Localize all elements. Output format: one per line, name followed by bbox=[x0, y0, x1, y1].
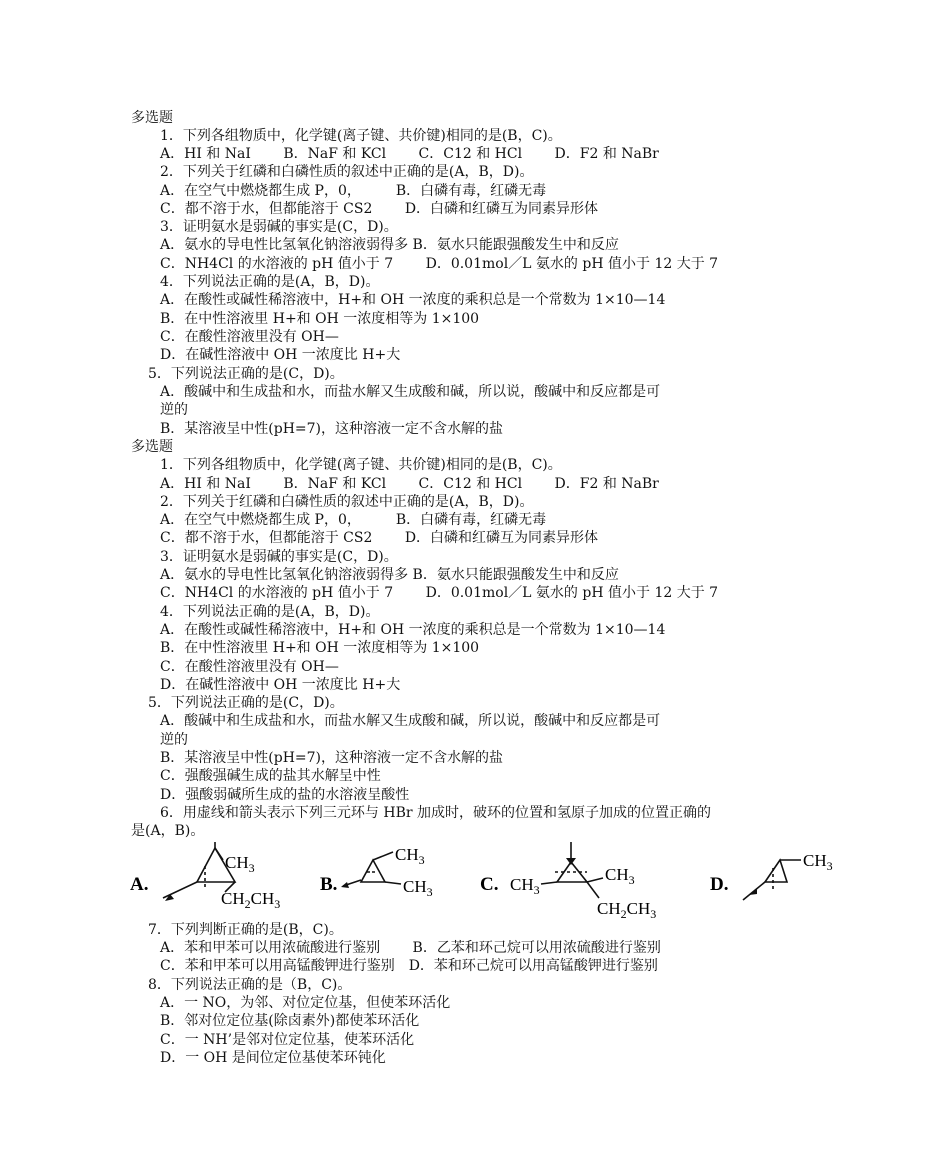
option-d-label: D. bbox=[710, 874, 729, 895]
question-4: 4．下列说法正确的是(A，B，D)。 bbox=[160, 274, 380, 290]
question-4-option-d: D．在碱性溶液中 OH 一浓度比 H+大 bbox=[160, 347, 401, 363]
question-2-options-cd: C．都不溶于水，但都能溶于 CS2 D．白磷和红磷互为同素异形体 bbox=[160, 201, 599, 217]
question-3-options-ab: A．氨水的导电性比氢氧化钠溶液弱得多 B．氨水只能跟强酸发生中和反应 bbox=[160, 237, 619, 253]
question-5-option-b: B．某溶液呈中性(pH=7)，这种溶液一定不含水解的盐 bbox=[160, 750, 504, 766]
section-heading: 多选题 bbox=[131, 110, 173, 126]
question-6: 6．用虚线和箭头表示下列三元环与 HBr 加成时，破环的位置和氢原子加成的位置正确的 bbox=[160, 805, 711, 821]
option-a-label: A. bbox=[130, 874, 149, 895]
cyclopropane-figure bbox=[125, 838, 845, 918]
question-5-option-c: C．强酸强碱生成的盐其水解呈中性 bbox=[160, 768, 381, 784]
question-1-options: A．HI 和 NaI B．NaF 和 KCl C．C12 和 HCl D．F2 和 NaBr bbox=[160, 476, 659, 492]
question-4-option-a: A．在酸性或碱性稀溶液中，H+和 OH 一浓度的乘积总是一个常数为 1×10—14 bbox=[160, 292, 666, 308]
question-1: 1．下列各组物质中，化学键(离子键、共价键)相同的是(B，C)。 bbox=[160, 457, 562, 473]
question-5-option-a: A．酸碱中和生成盐和水，而盐水解又生成酸和碱，所以说，酸碱中和反应都是可 bbox=[160, 384, 661, 400]
question-4-option-a: A．在酸性或碱性稀溶液中，H+和 OH 一浓度的乘积总是一个常数为 1×10—14 bbox=[160, 622, 666, 638]
option-b-label: B. bbox=[320, 874, 338, 895]
question-8-option-b: B．邻对位定位基(除卤素外)都使苯环活化 bbox=[160, 1013, 420, 1029]
a-ch3: $CH_3$ bbox=[225, 853, 255, 875]
question-5: 5．下列说法正确的是(C，D)。 bbox=[148, 695, 344, 711]
question-3-options-cd: C．NH4Cl 的水溶液的 pH 值小于 7 D．0.01mol／L 氨水的 pH 值小于 12 大于 7 bbox=[160, 256, 719, 272]
question-5-option-b: B．某溶液呈中性(pH=7)，这种溶液一定不含水解的盐 bbox=[160, 421, 504, 437]
question-5-option-a-cont: 逆的 bbox=[160, 402, 188, 418]
question-8-option-a: A．一 NO，为邻、对位定位基，但使苯环活化 bbox=[160, 995, 451, 1011]
question-4: 4．下列说法正确的是(A，B，D)。 bbox=[160, 604, 380, 620]
b-ch3-bottom: $CH_3$ bbox=[403, 877, 433, 899]
question-2-options-ab: A．在空气中燃烧都生成 P，0， B．白磷有毒，红磷无毒 bbox=[160, 183, 547, 199]
question-5-option-d: D．强酸弱碱所生成的盐的水溶液呈酸性 bbox=[160, 787, 410, 803]
c-ch3-right: $CH_3$ bbox=[605, 865, 635, 887]
question-3-options-ab: A．氨水的导电性比氢氧化钠溶液弱得多 B．氨水只能跟强酸发生中和反应 bbox=[160, 567, 619, 583]
arrow-c-icon bbox=[566, 858, 576, 865]
question-6-cont: 是(A，B)。 bbox=[131, 823, 205, 839]
question-4-option-c: C．在酸性溶液里没有 OH— bbox=[160, 329, 339, 345]
b-ch3-top: $CH_3$ bbox=[395, 845, 425, 867]
question-2-options-cd: C．都不溶于水，但都能溶于 CS2 D．白磷和红磷互为同素异形体 bbox=[160, 530, 599, 546]
question-2-options-ab: A．在空气中燃烧都生成 P，0， B．白磷有毒，红磷无毒 bbox=[160, 512, 547, 528]
question-1-options: A．HI 和 NaI B．NaF 和 KCl C．C12 和 HCl D．F2 和 NaBr bbox=[160, 146, 659, 162]
question-3: 3．证明氨水是弱碱的事实是(C，D)。 bbox=[160, 549, 398, 565]
question-2: 2．下列关于红磷和白磷性质的叙述中正确的是(A，B，D)。 bbox=[160, 164, 534, 180]
structure-c bbox=[541, 842, 603, 898]
structure-b bbox=[343, 852, 401, 886]
question-3: 3．证明氨水是弱碱的事实是(C，D)。 bbox=[160, 219, 398, 235]
question-7-options-cd: C．苯和甲苯可以用高锰酸钾进行鉴别 D．苯和环己烷可以用高锰酸钾进行鉴别 bbox=[160, 958, 658, 974]
question-7-options-ab: A．苯和甲苯可以用浓硫酸进行鉴别 B．乙苯和环己烷可以用浓硫酸进行鉴别 bbox=[160, 940, 661, 956]
question-4-option-d: D．在碱性溶液中 OH 一浓度比 H+大 bbox=[160, 677, 401, 693]
question-8-option-c: C．一 NH’是邻对位定位基，使苯环活化 bbox=[160, 1032, 415, 1048]
arrow-a-icon bbox=[165, 894, 174, 901]
question-5-option-a: A．酸碱中和生成盐和水，而盐水解又生成酸和碱，所以说，酸碱中和反应都是可 bbox=[160, 713, 661, 729]
option-c-label: C. bbox=[480, 874, 499, 895]
question-3-options-cd: C．NH4Cl 的水溶液的 pH 值小于 7 D．0.01mol／L 氨水的 pH 值小于 12 大于 7 bbox=[160, 585, 719, 601]
section-heading: 多选题 bbox=[131, 439, 173, 455]
question-5-option-a-cont: 逆的 bbox=[160, 732, 188, 748]
arrow-b-icon bbox=[341, 882, 349, 888]
question-4-option-b: B．在中性溶液里 H+和 OH 一浓度相等为 1×100 bbox=[160, 640, 480, 656]
question-7: 7．下列判断正确的是(B，C)。 bbox=[148, 922, 343, 938]
question-5: 5．下列说法正确的是(C，D)。 bbox=[148, 366, 344, 382]
a-ch2ch3: $CH_2CH_3$ bbox=[221, 889, 281, 911]
d-ch3: $CH_3$ bbox=[803, 851, 833, 873]
question-1: 1．下列各组物质中，化学键(离子键、共价键)相同的是(B，C)。 bbox=[160, 128, 562, 144]
question-2: 2．下列关于红磷和白磷性质的叙述中正确的是(A，B，D)。 bbox=[160, 494, 534, 510]
question-4-option-c: C．在酸性溶液里没有 OH— bbox=[160, 659, 339, 675]
c-ch2ch3: $CH_2CH_3$ bbox=[597, 899, 657, 918]
c-ch3-left: $CH_3$ bbox=[510, 875, 540, 897]
question-4-option-b: B．在中性溶液里 H+和 OH 一浓度相等为 1×100 bbox=[160, 311, 480, 327]
question-8: 8．下列说法正确的是（B，C)。 bbox=[148, 977, 352, 993]
question-8-option-d: D．一 OH 是间位定位基使苯环钝化 bbox=[160, 1050, 386, 1066]
